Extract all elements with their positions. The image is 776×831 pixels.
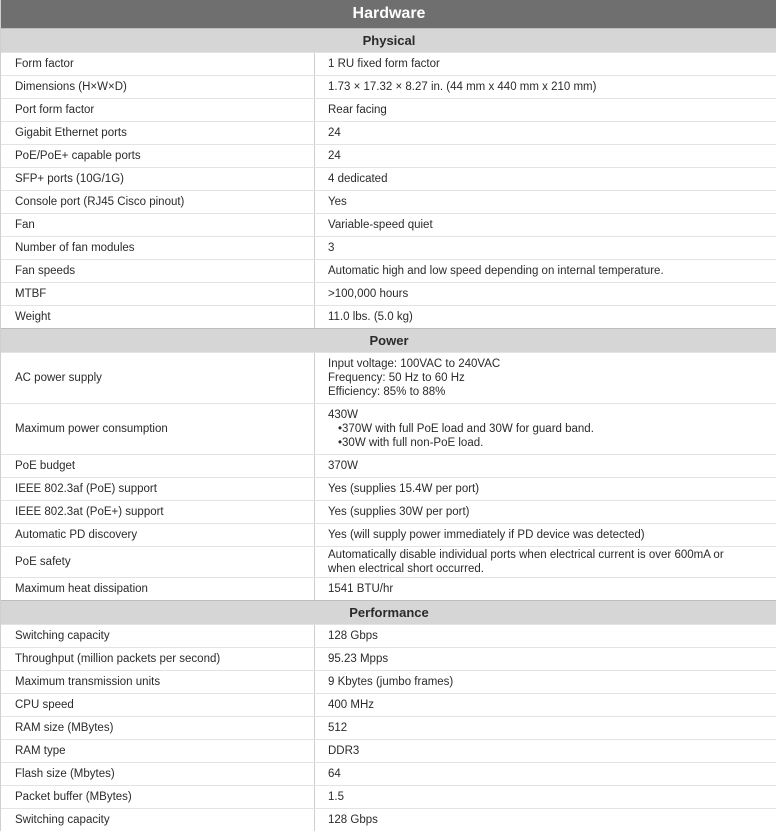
row-key: Flash size (Mbytes) (15, 768, 115, 780)
row-value (314, 404, 776, 454)
table-row (1, 577, 776, 600)
row-key: PoE/PoE+ capable ports (15, 150, 141, 162)
row-value: >100,000 hours (314, 283, 776, 305)
table-row (1, 523, 776, 546)
table-row (1, 305, 776, 328)
row-key: Port form factor (15, 104, 95, 116)
row-value: 1541 BTU/hr (314, 578, 776, 600)
row-value: Yes (supplies 30W per port) (314, 501, 776, 523)
row-key: IEEE 802.3at (PoE+) support (15, 506, 164, 518)
table-row (1, 477, 776, 500)
row-value: 11.0 lbs. (5.0 kg) (314, 306, 776, 328)
row-key: Maximum transmission units (15, 676, 161, 688)
row-key: Throughput (million packets per second) (15, 653, 221, 665)
row-key: AC power supply (15, 372, 102, 384)
bullet-item: • 30W with full non-PoE load. (338, 436, 776, 450)
row-value: 128 Gbps (314, 809, 776, 831)
row-key: SFP+ ports (10G/1G) (15, 173, 124, 185)
row-key: Switching capacity (15, 814, 110, 826)
table-row (1, 546, 776, 577)
row-key: Fan speeds (15, 265, 76, 277)
row-key: Maximum heat dissipation (15, 583, 148, 595)
table-row (1, 808, 776, 831)
row-value: 64 (314, 763, 776, 785)
value-line: Automatically disable individual ports when electrical current is over 600mA or (328, 549, 724, 561)
row-value (314, 547, 776, 577)
row-key: RAM type (15, 745, 66, 757)
row-value: 128 Gbps (314, 625, 776, 647)
row-key: Gigabit Ethernet ports (15, 127, 127, 139)
table-row (1, 352, 776, 403)
row-value: 512 (314, 717, 776, 739)
row-key: RAM size (MBytes) (15, 722, 114, 734)
row-key: PoE safety (15, 556, 71, 568)
table-row (1, 785, 776, 808)
row-value: DDR3 (314, 740, 776, 762)
table-row (1, 52, 776, 75)
value-line: 430W (328, 409, 359, 421)
row-value: 1.73 × 17.32 × 8.27 in. (44 mm x 440 mm x 210 mm) (314, 76, 776, 98)
row-value: Yes (314, 191, 776, 213)
table-row (1, 75, 776, 98)
section-power-header: Power (1, 328, 776, 352)
row-key: Packet buffer (MBytes) (15, 791, 132, 803)
row-value (314, 353, 776, 403)
table-row (1, 762, 776, 785)
table-row (1, 403, 776, 454)
row-key: Automatic PD discovery (15, 529, 138, 541)
table-row (1, 167, 776, 190)
row-key: Weight (15, 311, 51, 323)
row-value: 4 dedicated (314, 168, 776, 190)
table-row (1, 144, 776, 167)
table-row (1, 739, 776, 762)
row-key: Switching capacity (15, 630, 110, 642)
table-row (1, 282, 776, 305)
table-row (1, 670, 776, 693)
table-row (1, 693, 776, 716)
table-row (1, 190, 776, 213)
bullet-item: • 370W with full PoE load and 30W for guard band. (338, 422, 776, 436)
table-row (1, 98, 776, 121)
row-value: 24 (314, 122, 776, 144)
table-row (1, 236, 776, 259)
section-performance-header: Performance (1, 600, 776, 624)
row-value: Automatic high and low speed depending on internal temperature. (314, 260, 776, 282)
bullet-list (328, 422, 776, 450)
row-value: 24 (314, 145, 776, 167)
row-key: Form factor (15, 58, 74, 70)
row-key: Maximum power consumption (15, 423, 168, 435)
row-key: Fan (15, 219, 35, 231)
table-row (1, 454, 776, 477)
row-key: Dimensions (H×W×D) (15, 81, 127, 93)
row-value: 370W (314, 455, 776, 477)
table-row (1, 716, 776, 739)
table-title: Hardware (1, 0, 776, 28)
table-row (1, 259, 776, 282)
table-row (1, 500, 776, 523)
row-value: Yes (will supply power immediately if PD device was detected) (314, 524, 776, 546)
value-line: Input voltage: 100VAC to 240VAC (328, 358, 501, 370)
table-row (1, 624, 776, 647)
row-value: Yes (supplies 15.4W per port) (314, 478, 776, 500)
row-key: Number of fan modules (15, 242, 135, 254)
row-key: MTBF (15, 288, 47, 300)
row-key: Console port (RJ45 Cisco pinout) (15, 196, 185, 208)
row-value: Variable-speed quiet (314, 214, 776, 236)
row-value: 1 RU fixed form factor (314, 53, 776, 75)
row-value: Rear facing (314, 99, 776, 121)
row-key: CPU speed (15, 699, 74, 711)
row-value: 3 (314, 237, 776, 259)
value-line: Frequency: 50 Hz to 60 Hz (328, 372, 465, 384)
row-key: IEEE 802.3af (PoE) support (15, 483, 157, 495)
row-value: 95.23 Mpps (314, 648, 776, 670)
row-key: PoE budget (15, 460, 76, 472)
table-row (1, 647, 776, 670)
value-line: when electrical short occurred. (328, 563, 484, 575)
row-value: 9 Kbytes (jumbo frames) (314, 671, 776, 693)
table-row (1, 121, 776, 144)
table-row (1, 213, 776, 236)
row-value: 1.5 (314, 786, 776, 808)
row-value: 400 MHz (314, 694, 776, 716)
section-physical-header: Physical (1, 28, 776, 52)
value-line: Efficiency: 85% to 88% (328, 386, 446, 398)
